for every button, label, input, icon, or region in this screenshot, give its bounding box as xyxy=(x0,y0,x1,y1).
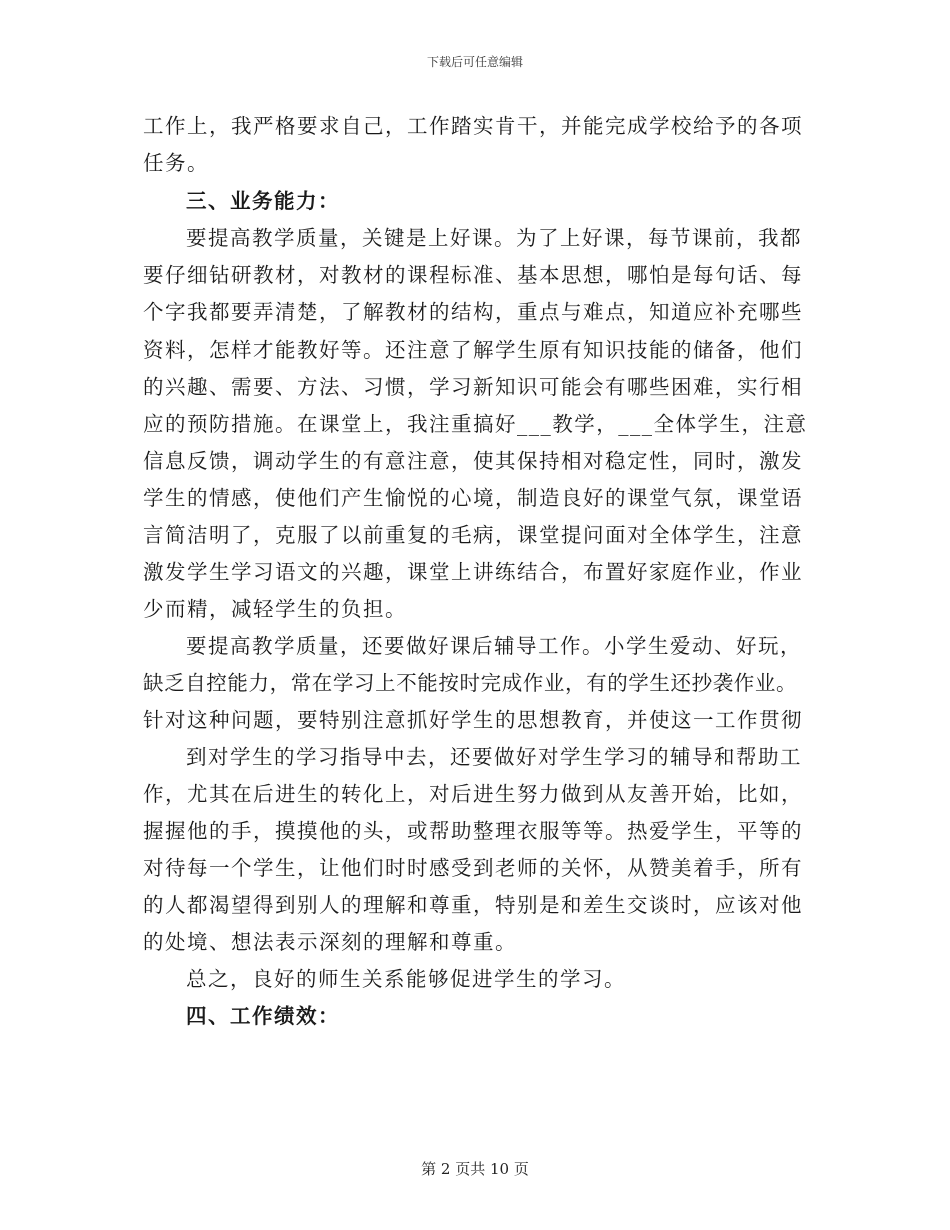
body-line: 信息反馈，调动学生的有意注意，使其保持相对稳定性，同时，激发 xyxy=(143,449,803,473)
page-header: 下载后可任意编辑 xyxy=(426,55,523,69)
body-line: 握握他的手，摸摸他的头，或帮助整理衣服等等。热爱学生，平等的 xyxy=(143,819,803,843)
body-line: 要提高教学质量，关键是上好课。为了上好课，每节课前，我都 xyxy=(186,226,802,250)
body-line: 资料，怎样才能教好等。还注意了解学生原有知识技能的储备，他们 xyxy=(143,338,803,362)
body-line: 任务。 xyxy=(143,151,209,175)
body-line: 作，尤其在后进生的转化上，对后进生努力做到从友善开始，比如， xyxy=(143,782,803,806)
body-line: 的兴趣、需要、方法、习惯，学习新知识可能会有哪些困难，实行相 xyxy=(143,375,803,399)
body-line: 对待每一个学生，让他们时时感受到老师的关怀，从赞美着手，所有 xyxy=(143,856,803,880)
body-line: 针对这种问题，要特别注意抓好学生的思想教育，并使这一工作贯彻 xyxy=(143,708,803,732)
body-line: 缺乏自控能力，常在学习上不能按时完成作业，有的学生还抄袭作业。 xyxy=(143,671,798,695)
body-line: 的人都渴望得到别人的理解和尊重，特别是和差生交谈时，应该对他 xyxy=(143,893,803,917)
body-line: 工作上，我严格要求自己，工作踏实肯干，并能完成学校给予的各项 xyxy=(143,114,803,138)
section-heading: 四、工作绩效： xyxy=(186,1004,340,1028)
body-line: 的处境、想法表示深刻的理解和尊重。 xyxy=(143,930,517,954)
body-line: 学生的情感，使他们产生愉悦的心境，制造良好的课堂气氛，课堂语 xyxy=(143,486,803,510)
body-line: 要仔细钻研教材，对教材的课程标准、基本思想，哪怕是每句话、每 xyxy=(143,263,803,287)
section-heading: 三、业务能力： xyxy=(186,189,340,213)
body-line: 到对学生的学习指导中去，还要做好对学生学习的辅导和帮助工 xyxy=(186,745,802,769)
body-line: 要提高教学质量，还要做好课后辅导工作。小学生爱动、好玩， xyxy=(186,634,802,658)
body-line: 言简洁明了，克服了以前重复的毛病，课堂提问面对全体学生，注意 xyxy=(143,523,803,547)
body-line: 激发学生学习语文的兴趣，课堂上讲练结合，布置好家庭作业，作业 xyxy=(143,560,803,584)
body-line: 个字我都要弄清楚，了解教材的结构，重点与难点，知道应补充哪些 xyxy=(143,300,803,324)
body-line: 少而精，减轻学生的负担。 xyxy=(143,597,407,621)
body-line: 总之，良好的师生关系能够促进学生的学习。 xyxy=(186,967,626,991)
body-line: 应的预防措施。在课堂上，我注重搞好___教学，___全体学生，注意 xyxy=(143,412,808,436)
page-footer: 第 2 页共 10 页 xyxy=(421,1160,529,1178)
